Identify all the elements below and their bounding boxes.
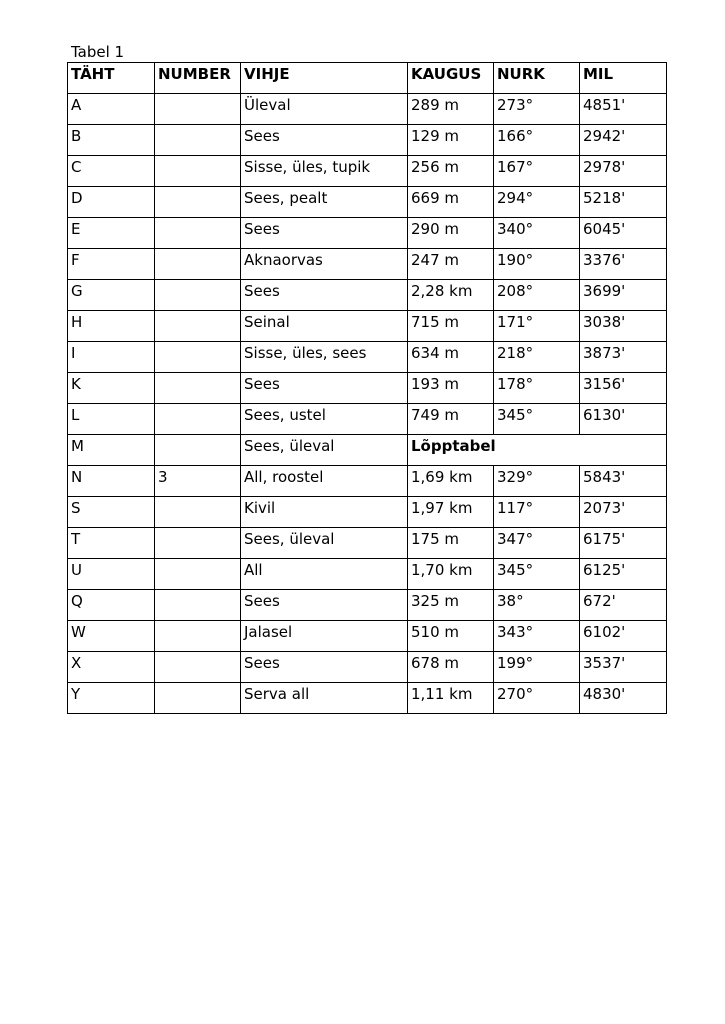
table-row: [68, 342, 667, 373]
mil-cell: 2073': [580, 497, 667, 528]
table-body: [68, 94, 667, 714]
nurk-cell: 343°: [494, 621, 580, 652]
number-cell: [155, 311, 241, 342]
mil-cell: 4830': [580, 683, 667, 714]
table-row: [68, 280, 667, 311]
number-cell: [155, 125, 241, 156]
header-row: [68, 63, 667, 94]
mil-cell: 6130': [580, 404, 667, 435]
kaugus-cell: 256 m: [408, 156, 494, 187]
taht-cell: M: [68, 435, 155, 466]
nurk-cell: 167°: [494, 156, 580, 187]
vihje-cell: Serva all: [241, 683, 408, 714]
mil-cell: 5218': [580, 187, 667, 218]
number-cell: [155, 156, 241, 187]
taht-cell: A: [68, 94, 155, 125]
mil-cell: 6175': [580, 528, 667, 559]
taht-cell: T: [68, 528, 155, 559]
table-row: [68, 187, 667, 218]
table-row: [68, 404, 667, 435]
table-row: [68, 652, 667, 683]
kaugus-cell: 1,70 km: [408, 559, 494, 590]
mil-cell: 3537': [580, 652, 667, 683]
taht-cell: B: [68, 125, 155, 156]
taht-cell: S: [68, 497, 155, 528]
number-cell: [155, 559, 241, 590]
vihje-cell: Sees, pealt: [241, 187, 408, 218]
taht-cell: Q: [68, 590, 155, 621]
nurk-cell: 166°: [494, 125, 580, 156]
number-cell: [155, 621, 241, 652]
vihje-cell: All: [241, 559, 408, 590]
mil-cell: 6102': [580, 621, 667, 652]
taht-cell: H: [68, 311, 155, 342]
kaugus-cell: 247 m: [408, 249, 494, 280]
mil-cell: 3873': [580, 342, 667, 373]
nurk-cell: 38°: [494, 590, 580, 621]
nurk-cell: 345°: [494, 404, 580, 435]
vihje-cell: All, roostel: [241, 466, 408, 497]
number-cell: [155, 683, 241, 714]
nurk-cell: 340°: [494, 218, 580, 249]
taht-cell: U: [68, 559, 155, 590]
kaugus-cell: 749 m: [408, 404, 494, 435]
taht-cell: C: [68, 156, 155, 187]
table-row: [68, 497, 667, 528]
kaugus-cell: 1,69 km: [408, 466, 494, 497]
number-cell: [155, 435, 241, 466]
taht-cell: G: [68, 280, 155, 311]
header-kaugus: KAUGUS: [408, 63, 494, 94]
vihje-cell: Üleval: [241, 94, 408, 125]
number-cell: [155, 373, 241, 404]
kaugus-cell: 129 m: [408, 125, 494, 156]
nurk-cell: 117°: [494, 497, 580, 528]
table-row: [68, 311, 667, 342]
kaugus-cell: 175 m: [408, 528, 494, 559]
mil-cell: 2978': [580, 156, 667, 187]
vihje-cell: Sees: [241, 125, 408, 156]
header-number: NUMBER: [155, 63, 241, 94]
kaugus-cell: 510 m: [408, 621, 494, 652]
number-cell: [155, 528, 241, 559]
vihje-cell: Aknaorvas: [241, 249, 408, 280]
mil-cell: 3699': [580, 280, 667, 311]
table-row: [68, 249, 667, 280]
kaugus-cell: 678 m: [408, 652, 494, 683]
header-taht: TÄHT: [68, 63, 155, 94]
nurk-cell: 208°: [494, 280, 580, 311]
kaugus-cell: 193 m: [408, 373, 494, 404]
nurk-cell: 218°: [494, 342, 580, 373]
table-row: [68, 125, 667, 156]
taht-cell: W: [68, 621, 155, 652]
mil-cell: 3156': [580, 373, 667, 404]
kaugus-cell: 1,97 km: [408, 497, 494, 528]
number-cell: [155, 590, 241, 621]
vihje-cell: Sees: [241, 652, 408, 683]
vihje-cell: Sees, üleval: [241, 435, 408, 466]
table-caption: Tabel 1: [71, 43, 125, 61]
table-row: [68, 435, 667, 466]
kaugus-cell: 2,28 km: [408, 280, 494, 311]
kaugus-cell: 715 m: [408, 311, 494, 342]
kaugus-cell: 325 m: [408, 590, 494, 621]
taht-cell: N: [68, 466, 155, 497]
mil-cell: 4851': [580, 94, 667, 125]
vihje-cell: Sees: [241, 280, 408, 311]
nurk-cell: 270°: [494, 683, 580, 714]
taht-cell: K: [68, 373, 155, 404]
vihje-cell: Sees: [241, 218, 408, 249]
taht-cell: D: [68, 187, 155, 218]
mil-cell: 6045': [580, 218, 667, 249]
number-cell: [155, 497, 241, 528]
nurk-cell: 190°: [494, 249, 580, 280]
mil-cell: 5843': [580, 466, 667, 497]
number-cell: [155, 342, 241, 373]
kaugus-cell: 289 m: [408, 94, 494, 125]
vihje-cell: Jalasel: [241, 621, 408, 652]
nurk-cell: 345°: [494, 559, 580, 590]
header-nurk: NURK: [494, 63, 580, 94]
kaugus-cell: 1,11 km: [408, 683, 494, 714]
mil-cell: 2942': [580, 125, 667, 156]
table-row: [68, 466, 667, 497]
number-cell: 3: [155, 466, 241, 497]
table-row: [68, 94, 667, 125]
nurk-cell: 347°: [494, 528, 580, 559]
clue-table: [67, 62, 667, 714]
nurk-cell: 329°: [494, 466, 580, 497]
table-row: [68, 621, 667, 652]
number-cell: [155, 652, 241, 683]
table-row: [68, 528, 667, 559]
mil-cell: 3376': [580, 249, 667, 280]
number-cell: [155, 280, 241, 311]
final-table-cell: Lõpptabel: [408, 435, 667, 466]
nurk-cell: 171°: [494, 311, 580, 342]
vihje-cell: Kivil: [241, 497, 408, 528]
vihje-cell: Seinal: [241, 311, 408, 342]
header-mil: MIL: [580, 63, 667, 94]
taht-cell: X: [68, 652, 155, 683]
vihje-cell: Sisse, üles, sees: [241, 342, 408, 373]
number-cell: [155, 218, 241, 249]
taht-cell: I: [68, 342, 155, 373]
kaugus-cell: 669 m: [408, 187, 494, 218]
nurk-cell: 199°: [494, 652, 580, 683]
taht-cell: Y: [68, 683, 155, 714]
nurk-cell: 178°: [494, 373, 580, 404]
table-row: [68, 590, 667, 621]
number-cell: [155, 94, 241, 125]
header-vihje: VIHJE: [241, 63, 408, 94]
table-row: [68, 218, 667, 249]
number-cell: [155, 249, 241, 280]
kaugus-cell: 634 m: [408, 342, 494, 373]
table-row: [68, 373, 667, 404]
mil-cell: 672': [580, 590, 667, 621]
vihje-cell: Sees: [241, 373, 408, 404]
table-row: [68, 156, 667, 187]
kaugus-cell: 290 m: [408, 218, 494, 249]
number-cell: [155, 404, 241, 435]
taht-cell: F: [68, 249, 155, 280]
mil-cell: 6125': [580, 559, 667, 590]
vihje-cell: Sees, üleval: [241, 528, 408, 559]
mil-cell: 3038': [580, 311, 667, 342]
table-row: [68, 559, 667, 590]
taht-cell: E: [68, 218, 155, 249]
taht-cell: L: [68, 404, 155, 435]
vihje-cell: Sees, ustel: [241, 404, 408, 435]
vihje-cell: Sisse, üles, tupik: [241, 156, 408, 187]
nurk-cell: 294°: [494, 187, 580, 218]
number-cell: [155, 187, 241, 218]
vihje-cell: Sees: [241, 590, 408, 621]
table-row: [68, 683, 667, 714]
nurk-cell: 273°: [494, 94, 580, 125]
